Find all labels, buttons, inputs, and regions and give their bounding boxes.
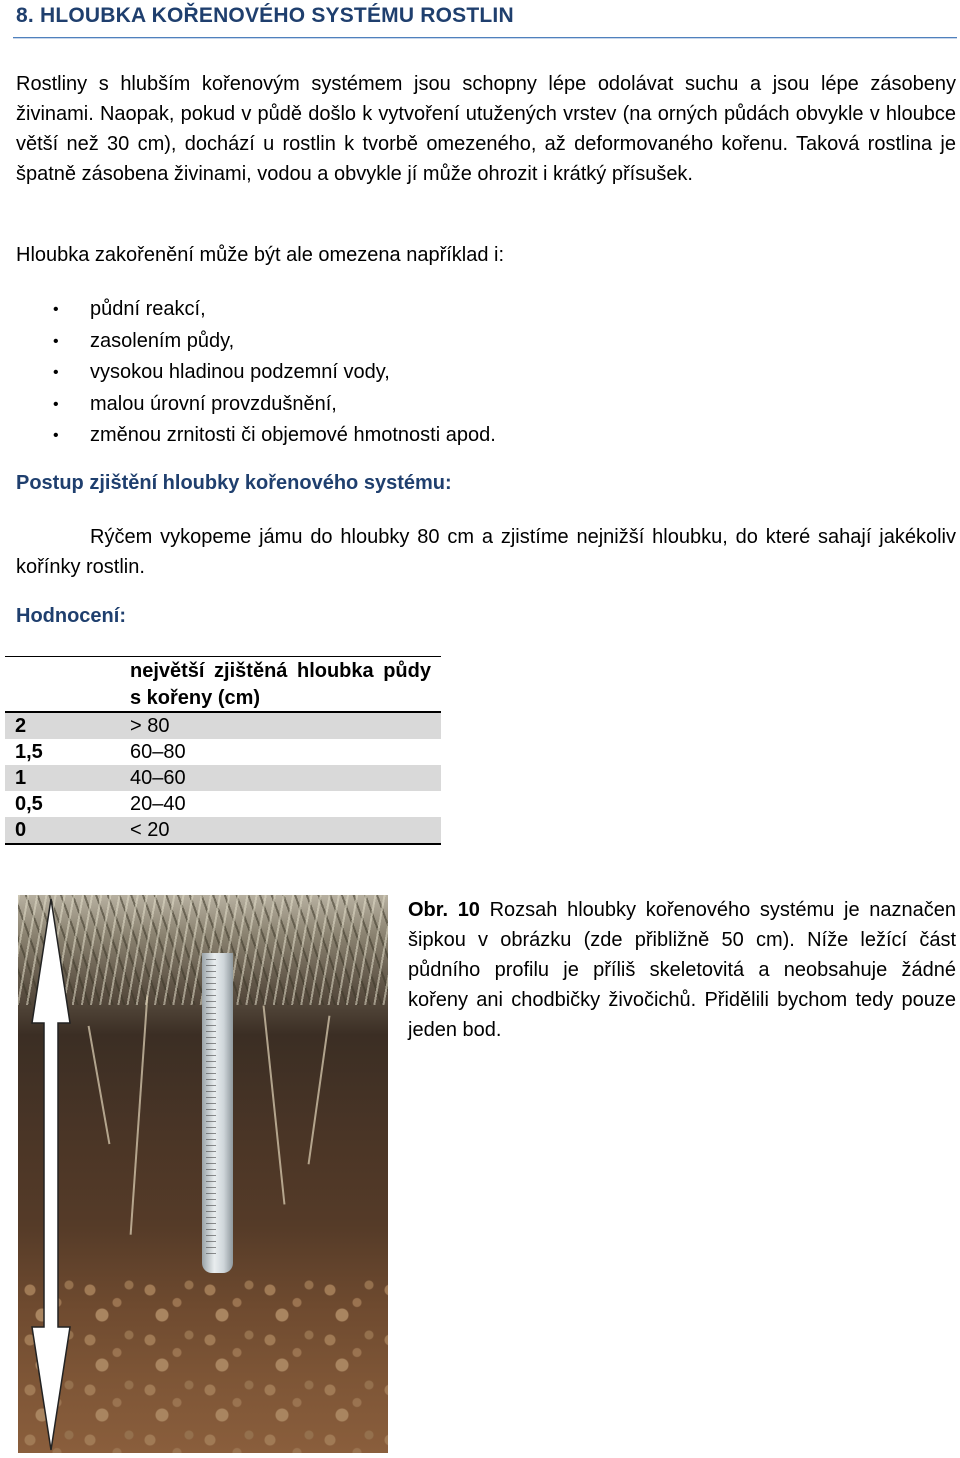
bullet-icon: •: [53, 395, 59, 413]
bullet-icon: •: [53, 427, 59, 444]
figure-number: 10: [457, 899, 480, 921]
list-item: • malou úrovní provzdušnění,: [0, 389, 960, 421]
depth-cell: < 20: [130, 819, 170, 841]
evaluation-heading: Hodnocení:: [16, 605, 126, 627]
table-row: [5, 739, 441, 765]
figure-label: Obr.: [408, 899, 449, 921]
depth-cell: 20–40: [130, 793, 186, 815]
heading-underline: [13, 37, 957, 38]
list-item: • vysokou hladinou podzemní vody,: [0, 357, 960, 389]
table-bottom-rule: [5, 843, 441, 845]
list-item: • změnou zrnitosti či objemové hmotnosti apod.: [0, 420, 960, 452]
table-row: [5, 765, 441, 791]
score-cell: 0: [15, 819, 27, 841]
score-cell: 1,5: [15, 741, 43, 763]
limits-list: [0, 294, 960, 452]
bullet-icon: •: [53, 332, 59, 350]
table-row: [5, 817, 441, 843]
score-cell: 2: [15, 715, 27, 737]
score-cell: 1: [15, 767, 27, 789]
page-heading: 8. HLOUBKA KOŘENOVÉHO SYSTÉMU ROSTLIN: [16, 4, 514, 27]
procedure-text: Rýčem vykopeme jámu do hloubky 80 cm a zjistíme nejnižší hloubku, do které sahají jakékoliv kořínky rostlin.: [16, 526, 956, 578]
procedure-heading: Postup zjištění hloubky kořenového systému:: [16, 472, 452, 494]
table-top-rule: [5, 656, 441, 657]
table-row: [5, 713, 441, 739]
limits-intro: Hloubka zakořenění může být ale omezena například i:: [16, 244, 505, 266]
bullet-icon: •: [53, 301, 59, 318]
figure-caption: [408, 895, 956, 1045]
figure-caption-text: Rozsah hloubky kořenového systému je naznačen šipkou v obrázku (zde přibližně 50 cm). Níže ležící část půdního profilu je příliš skeletovitá a neobsahuje žádné kořeny ani chodbičky živočichů. Přidělili bychom tedy pouze jeden bod.: [408, 899, 956, 1041]
list-item: • půdní reakcí,: [0, 294, 960, 326]
depth-cell: 40–60: [130, 767, 186, 789]
double-arrow-icon: [18, 895, 388, 1453]
intro-paragraph: Rostliny s hlubším kořenovým systémem jsou schopny lépe odolávat suchu a jsou lépe zásobeny živinami. Naopak, pokud v půdě došlo k vytvoření utužených vrstev (na orných půdách obvykle v hloubce větší než 30 cm), dochází u rostlin k tvorbě omezeného, až deformovaného kořenu. Taková rostlina je špatně zásobena živinami, vodou a obvykle jí může ohrozit i krátký přísušek.: [16, 73, 956, 185]
table-row: [5, 791, 441, 817]
bullet-icon: •: [53, 364, 59, 381]
list-item: • zasolením půdy,: [0, 326, 960, 358]
depth-cell: 60–80: [130, 741, 186, 763]
depth-cell: > 80: [130, 715, 170, 737]
soil-profile-photo: [18, 895, 388, 1453]
table-header: největší zjištěná hloubka půdy s kořeny (cm): [130, 660, 431, 709]
score-cell: 0,5: [15, 793, 43, 815]
